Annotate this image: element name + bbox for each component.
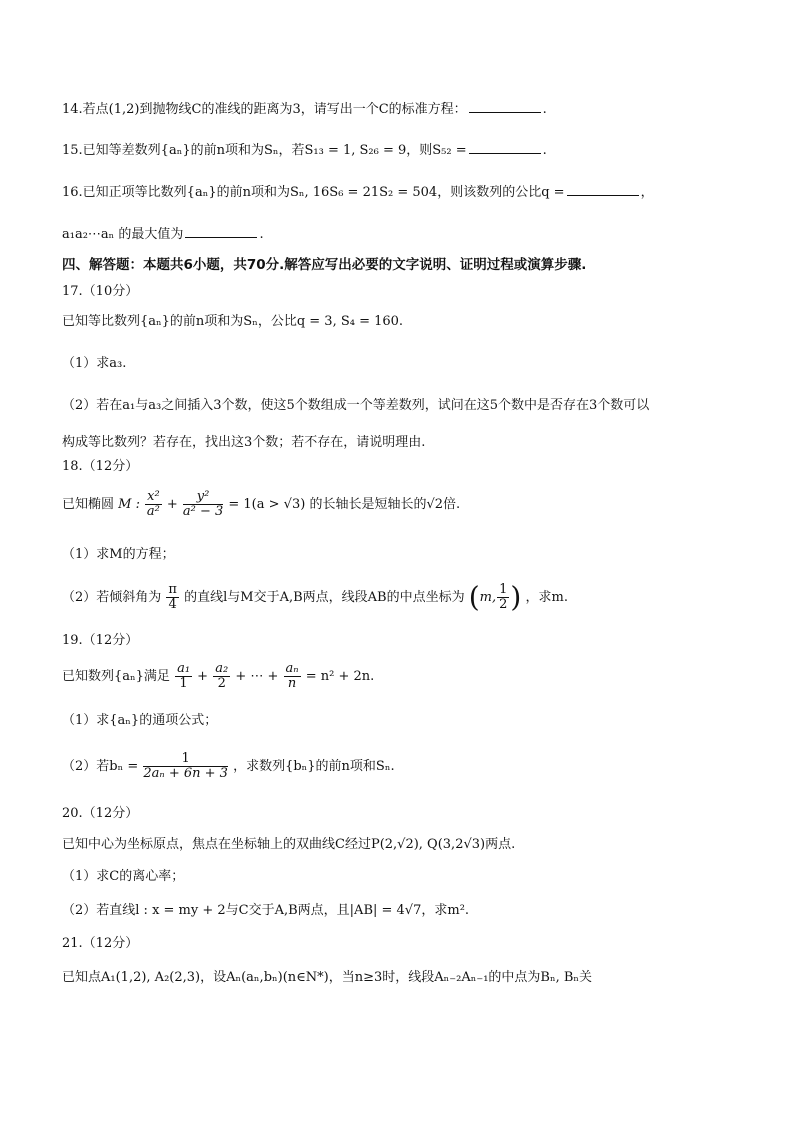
p19-part1: （1）求{aₙ}的通项公式；	[62, 713, 218, 728]
frac-den: 4	[168, 597, 177, 612]
q14-text: 14.若点(1,2)到抛物线C的准线的距离为3，请写出一个C的标准方程：	[62, 102, 467, 117]
frac-num: π	[168, 582, 177, 597]
question-16-b	[62, 225, 264, 244]
p21-stem: 已知点A₁(1,2), A₂(2,3)，设Aₙ(aₙ,bₙ)(n∈N*)，当n≥3时，线段Aₙ₋₂Aₙ₋₁的中点为Bₙ, Bₙ关	[62, 970, 593, 985]
frac-num: 1	[143, 752, 228, 767]
q16-text: 16.已知正项等比数列{aₙ}的前n项和为Sₙ, 16S₆ = 21S₂ = 504，则该数列的公比q =	[62, 185, 565, 200]
p20-stem: 已知中心为坐标原点，焦点在坐标轴上的双曲线C经过P(2,√2), Q(3,2√3)两点.	[62, 837, 516, 852]
fraction-bn	[143, 752, 228, 781]
problem-19-part1	[62, 712, 217, 730]
problem-21-stem	[62, 969, 592, 987]
p18-m: m,	[479, 590, 497, 605]
p18-eq: = 1(a > √3)	[228, 497, 306, 512]
p18-part2c: ，求m.	[525, 590, 568, 605]
frac-den: a²	[146, 504, 160, 519]
problem-18-head	[62, 458, 138, 476]
problem-18-stem	[62, 490, 460, 519]
p19-part2a: （2）若bₙ =	[62, 759, 139, 774]
p20-part1: （1）求C的离心率；	[62, 869, 185, 884]
p18-stem-a: 已知椭圆	[62, 497, 115, 512]
frac-den: 2	[499, 597, 508, 612]
answer-blank	[469, 100, 541, 113]
problem-20-stem	[62, 836, 515, 854]
question-15	[62, 141, 547, 160]
problem-17-head	[62, 283, 138, 301]
problem-20-part1	[62, 868, 184, 886]
p17-stem: 已知等比数列{aₙ}的前n项和为Sₙ，公比q = 3, S₄ = 160.	[62, 314, 404, 329]
p18-part1: （1）求M的方程；	[62, 547, 175, 562]
answer-blank	[469, 141, 541, 154]
frac-num: a₁	[177, 661, 191, 676]
problem-19-part2	[62, 752, 395, 781]
frac-den: a² − 3	[182, 504, 224, 519]
p18-stem-b: 的长轴长是短轴长的√2倍.	[309, 497, 461, 512]
p17-head: 17.（10分）	[62, 284, 139, 299]
problem-19-stem	[62, 662, 374, 691]
answer-blank	[185, 225, 257, 238]
p19-stem-b: = n² + 2n.	[305, 669, 375, 684]
q16-end: ，	[640, 185, 654, 200]
section-heading	[62, 256, 586, 274]
answer-blank	[567, 183, 639, 196]
p19-plus1: +	[197, 669, 209, 684]
p19-plus2: + ⋯ +	[235, 669, 279, 684]
frac-den: n	[287, 676, 297, 691]
p17-part1: （1）求a₃.	[62, 356, 127, 371]
p19-head: 19.（12分）	[62, 633, 139, 648]
p18-part2b: 的直线l与M交于A,B两点，线段AB的中点坐标为	[184, 590, 465, 605]
frac-num: aₙ	[285, 661, 299, 676]
right-paren: )	[510, 580, 522, 614]
frac-num: y²	[183, 490, 223, 505]
p19-part2b: ，求数列{bₙ}的前n项和Sₙ.	[233, 759, 395, 774]
p18-plus: +	[166, 497, 178, 512]
p19-stem-a: 已知数列{aₙ}满足	[62, 669, 170, 684]
frac-num: x²	[147, 489, 160, 504]
section-text: 四、解答题：本题共6小题，共70分.解答应写出必要的文字说明、证明过程或演算步骤.	[62, 257, 587, 273]
left-paren: (	[468, 580, 480, 614]
frac-den: 2aₙ + 6n + 3	[143, 766, 228, 781]
p21-head: 21.（12分）	[62, 936, 139, 951]
problem-17-part2	[62, 397, 649, 415]
fraction-an-n	[284, 662, 301, 691]
problem-17-stem	[62, 313, 403, 331]
fraction-a1-1	[175, 662, 192, 691]
question-16	[62, 183, 654, 202]
p18-head: 18.（12分）	[62, 459, 139, 474]
q16b-text: a₁a₂⋯aₙ 的最大值为	[62, 227, 184, 242]
problem-21-head	[62, 935, 138, 953]
frac-den: 1	[179, 676, 188, 691]
problem-20-head	[62, 805, 138, 823]
p20-part2: （2）若直线l : x = my + 2与C交于A,B两点，且|AB| = 4√7，求m².	[62, 903, 470, 918]
p18-part2a: （2）若倾斜角为	[62, 590, 162, 605]
p18-M: M :	[118, 497, 140, 512]
problem-17-part1	[62, 355, 126, 373]
p17-part2b: 构成等比数列？若存在，找出这3个数；若不存在，请说明理由.	[62, 435, 426, 450]
problem-17-part2b	[62, 434, 425, 452]
problem-18-part2	[62, 580, 568, 614]
frac-num: a₂	[215, 661, 229, 676]
problem-18-part1	[62, 546, 175, 564]
q15-end: .	[542, 143, 547, 158]
q15-text: 15.已知等差数列{aₙ}的前n项和为Sₙ，若S₁₃ = 1, S₂₆ = 9，则S₅₂ =	[62, 143, 467, 158]
p20-head: 20.（12分）	[62, 806, 139, 821]
fraction-a2-2	[213, 662, 230, 691]
fraction-y2	[183, 490, 223, 519]
fraction-pi-4	[166, 583, 179, 612]
fraction-1-2	[497, 583, 509, 612]
fraction-x2-a2	[145, 490, 162, 519]
frac-den: 2	[217, 676, 226, 691]
q14-end: .	[542, 102, 547, 117]
q16b-end: .	[259, 227, 264, 242]
problem-19-head	[62, 632, 138, 650]
question-14	[62, 100, 547, 119]
p17-part2: （2）若在a₁与a₃之间插入3个数，使这5个数组成一个等差数列，试问在这5个数中是否存在3个数可以	[62, 398, 650, 413]
problem-20-part2	[62, 902, 469, 920]
frac-num: 1	[499, 582, 508, 597]
